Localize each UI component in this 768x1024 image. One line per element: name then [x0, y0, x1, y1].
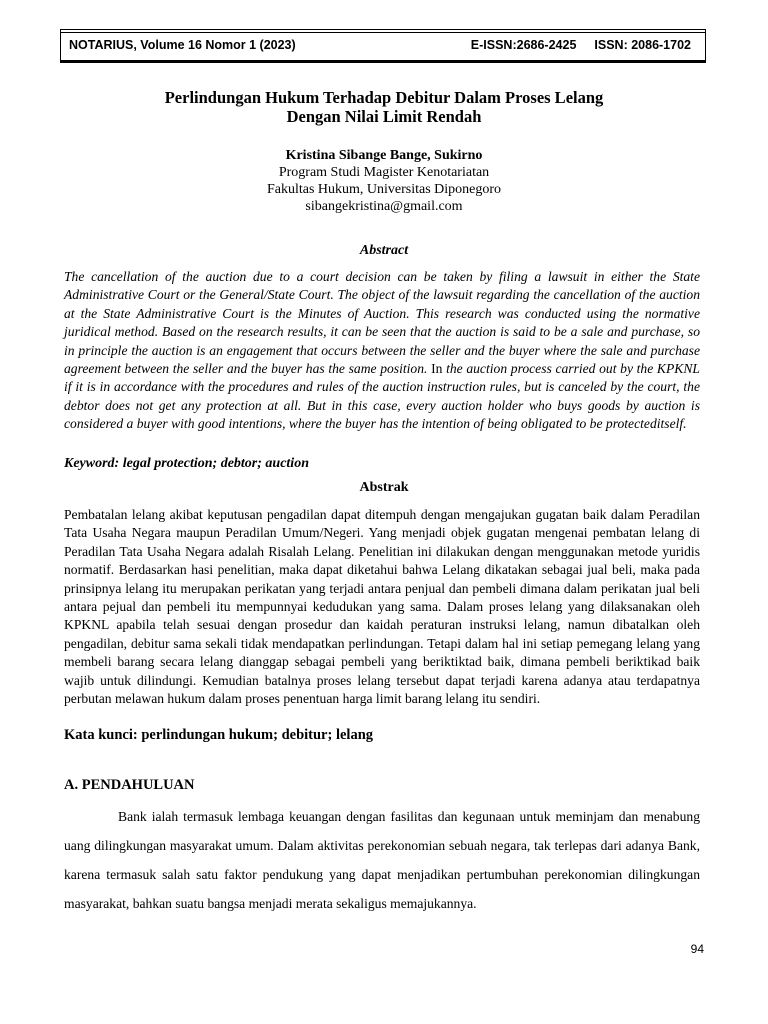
page-number: 94	[690, 942, 704, 956]
eissn: E-ISSN:2686-2425	[470, 38, 577, 52]
intro-paragraph: Bank ialah termasuk lembaga keuangan dengan fasilitas dan kegunaan untuk meminjam dan menabung uang dilingkungan masyarakat umum. Dalam aktivitas perekonomian sebuah negara, tak terlepas dari adanya Bank, karena termasuk salah satu faktor pendukung yang dapat menjadikan pertumbuhan perekonomian dilingkungan masyarakat, bahkan suatu bangsa menjadi merata sekaligus memajukannya.	[64, 809, 700, 911]
abstrak-heading: Abstrak	[359, 480, 409, 495]
affiliation-program: Program Studi Magister Kenotariatan	[278, 165, 490, 180]
section-heading: A. PENDAHULUAN	[64, 777, 195, 793]
abstract-text-1: The cancellation of the auction due to a court decision can be taken by filing a lawsuit in either the State Administrative Court or the General/State Court. The object of the lawsuit regarding the cancellation of the auction at the State Administrative Court is the Minutes of Auction. This research was conducted using the normative juridical method. Based on the research results, it can be seen that the auction is said to be a sale and purchase, so in principle the auction is an engagement that occurs between the seller and the buyer where the sale and purchase agreement between the seller and the buyer has the same position.	[64, 269, 700, 377]
paper-title-line2: Dengan Nilai Limit Rendah	[286, 107, 482, 126]
keywords-indonesian: Kata kunci: perlindungan hukum; debitur; lelang	[64, 727, 374, 743]
journal-header	[60, 29, 706, 63]
abstract-heading: Abstract	[359, 243, 409, 258]
issn-info	[471, 38, 691, 52]
author-email: sibangekristina@gmail.com	[305, 199, 463, 214]
header-rule	[61, 32, 705, 33]
affiliation-faculty: Fakultas Hukum, Universitas Diponegoro	[266, 182, 502, 197]
journal-name: NOTARIUS, Volume 16 Nomor 1 (2023)	[69, 38, 296, 52]
abstract-text-upright: In	[431, 361, 443, 377]
authors: Kristina Sibange Bange, Sukirno	[285, 148, 483, 163]
keywords-english: Keyword: legal protection; debtor; auction	[64, 456, 309, 471]
abstract-text-2: the auction process carried out by the KPKNL if it is in accordance with the procedures and rules of the auction instruction rules, but is canceled by the court, the debtor does not get any protection at all. But in this case, every auction holder who buys goods by auction is considered a buyer with good intentions, where the buyer has the intention of being obligated to be protecteditself.	[64, 361, 700, 432]
abstrak-indonesian: Pembatalan lelang akibat keputusan pengadilan dapat ditempuh dengan mengajukan gugatan baik dalam Peradilan Tata Usaha Negara maupun Peradilan Umum/Negeri. Yang menjadi objek gugatan mengenai pembatan lelang di Peradilan Tata Usaha Negara adalah Risalah Lelang. Penelitian ini dilakukan dengan menggunakan metode yuridis normatif. Berdasarkan hasi penelitian, maka dapat diketahui bahwa Lelang dikatakan sebagai jual beli, maka pada prinsipnya lelang itu merupakan perikatan yang terjadi antara penjual dan pembeli dimana dalam perikatan jual beli antara pejual dan pembeli itu mempunnyai kedudukan yang sama. Dalam proses lelang yang dilaksanakan oleh KPKNL apabila telah sesuai dengan prosedur dan kaidah peraturan instruksi lelang, namun dibatalkan oleh pengadilan, debitur sama sekali tidak mendapatkan perlindungan. Tetapi dalam hal ini setiap pemegang lelang yang membeli barang secara lelang dianggap sebagai pembeli yang beriktiktad baik, dimana pembeli beriktikad baik wajib untuk dilindungi. Kemudian batalnya proses lelang tersebut dapat terjadi karena adanya atau terdapatnya perbutan melawan hukum dalam proses penentuan harga limit barang lelang itu sendiri.	[64, 507, 700, 707]
issn: ISSN: 2086-1702	[594, 38, 691, 52]
abstract-english	[64, 268, 700, 434]
paper-title-line1: Perlindungan Hukum Terhadap Debitur Dalam Proses Lelang	[164, 88, 604, 107]
